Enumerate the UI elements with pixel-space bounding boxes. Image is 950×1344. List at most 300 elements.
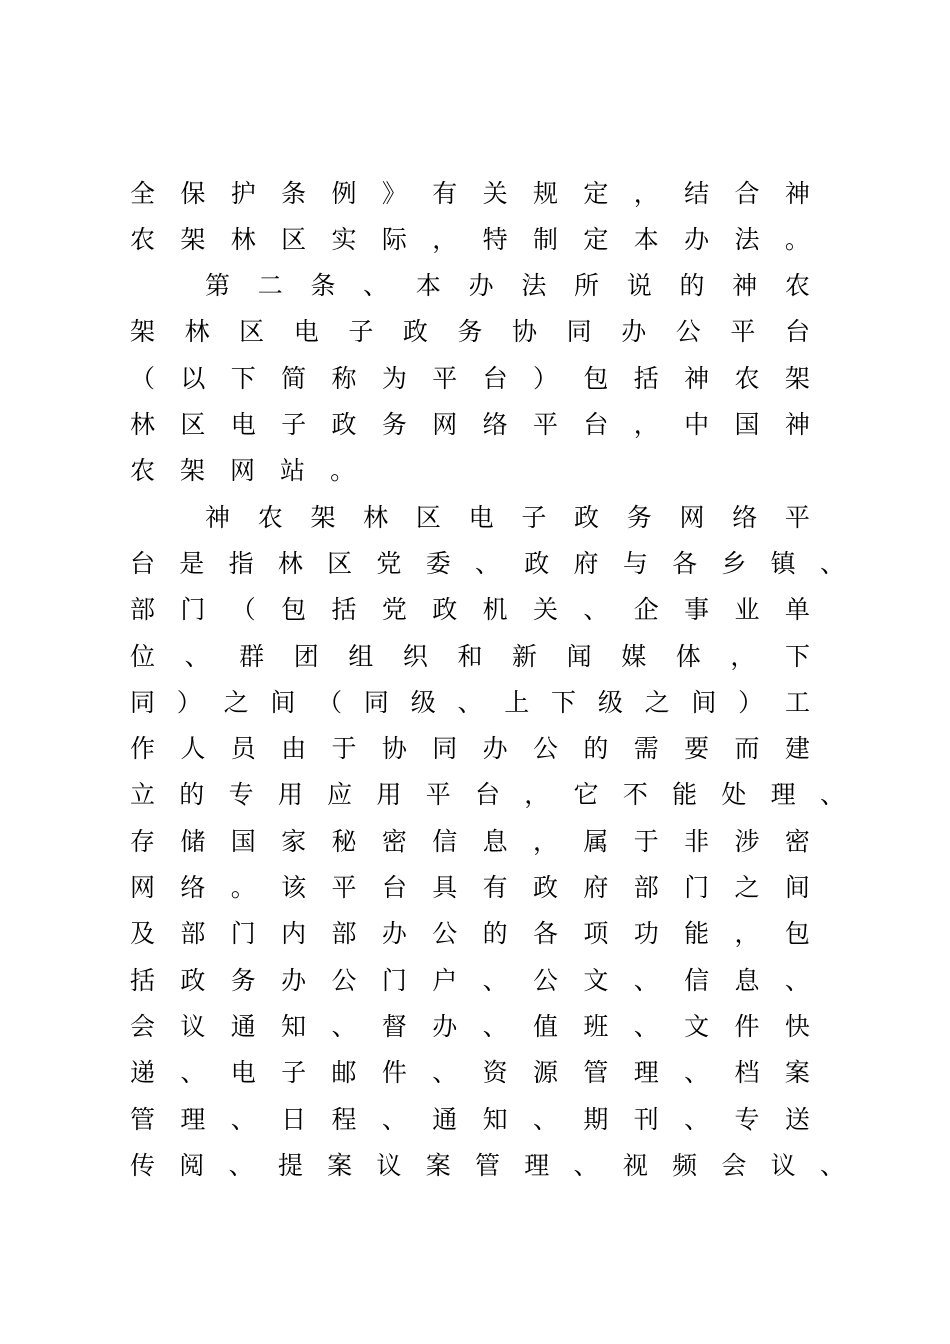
text-char: 期 [583, 1104, 609, 1134]
text-char: 委 [425, 548, 451, 578]
text-char: 神 [784, 178, 810, 208]
text-char: ， [633, 178, 659, 208]
text-line [130, 540, 845, 586]
text-char: 农 [130, 456, 156, 486]
text-char: 立 [130, 780, 156, 810]
text-char: 为 [381, 363, 407, 393]
text-char: 间 [784, 873, 810, 902]
text-char: 定 [583, 224, 609, 254]
text-char: 办 [468, 271, 494, 301]
text-char: 由 [281, 734, 307, 764]
text-char: 本 [633, 224, 659, 254]
text-char: 协 [512, 317, 538, 347]
text-char: 办 [281, 965, 307, 995]
text-char: ， [432, 224, 458, 254]
text-char: 括 [130, 965, 156, 995]
text-char: 务 [381, 410, 407, 439]
text-char: 业 [734, 595, 760, 625]
text-char: 区 [415, 502, 441, 532]
text-char: 区 [239, 317, 265, 347]
text-char: 括 [633, 363, 659, 393]
text-char: ， [734, 919, 760, 949]
text-char: 级 [597, 687, 623, 717]
text-char: 需 [633, 734, 659, 764]
text-char: 说 [626, 271, 652, 301]
text-char: ） [176, 687, 202, 717]
text-char: 神 [732, 271, 758, 301]
text-char: 包 [281, 595, 307, 625]
text-char: 各 [672, 548, 698, 578]
text-char: 有 [482, 873, 508, 902]
text-char: 、 [583, 595, 609, 625]
text-line [130, 170, 810, 216]
text-char: 公 [675, 317, 701, 347]
text-char: 、 [482, 965, 508, 995]
text-char: 、 [482, 1011, 508, 1041]
text-char: 织 [402, 641, 428, 671]
text-char: 于 [633, 826, 659, 856]
text-char: 息 [482, 826, 508, 856]
text-char: 用 [376, 780, 402, 810]
text-char: 快 [784, 1011, 810, 1041]
text-char: 公 [331, 965, 357, 995]
text-char: 架 [180, 456, 206, 486]
text-char: 门 [230, 919, 256, 949]
text-char: 办 [432, 1011, 458, 1041]
text-char: 区 [327, 548, 353, 578]
text-char: 络 [180, 873, 206, 902]
text-char: 于 [331, 734, 357, 764]
text-char: 平 [425, 780, 451, 810]
text-char: 架 [310, 502, 336, 532]
text-char: 通 [432, 1104, 458, 1134]
text-char: 林 [363, 502, 389, 532]
text-char: 功 [633, 919, 659, 949]
text-char: 所 [574, 271, 600, 301]
text-char: 门 [180, 595, 206, 625]
text-char: ， [633, 410, 659, 439]
text-line [130, 772, 845, 818]
text-char: 不 [622, 780, 648, 810]
text-char: 、 [533, 1104, 559, 1134]
text-char: 而 [734, 734, 760, 764]
text-char: 部 [633, 873, 659, 902]
text-char: 、 [684, 1104, 710, 1134]
text-char: 有 [432, 178, 458, 208]
text-char: 体 [675, 641, 701, 671]
text-char: 能 [672, 780, 698, 810]
text-char: 林 [230, 224, 256, 254]
text-char: 档 [734, 1058, 760, 1088]
text-char: 办 [621, 317, 647, 347]
text-char: 林 [184, 317, 210, 347]
text-char: 理 [633, 1058, 659, 1088]
text-char: 之 [734, 873, 760, 902]
text-char: 全 [130, 178, 156, 208]
text-line [130, 448, 810, 494]
text-char: 电 [230, 410, 256, 439]
text-char: 、 [180, 1058, 206, 1088]
text-char: 括 [331, 595, 357, 625]
text-char: 之 [223, 687, 249, 717]
text-char: 网 [230, 456, 256, 486]
text-char: 特 [482, 224, 508, 254]
text-char: 神 [205, 502, 231, 532]
text-char: 政 [524, 548, 550, 578]
text-char: 网 [130, 873, 156, 902]
text-char: 架 [784, 363, 810, 393]
text-char: 要 [684, 734, 710, 764]
text-char: 督 [381, 1011, 407, 1041]
text-line [130, 587, 810, 633]
text-char: 政 [574, 502, 600, 532]
text-char: 协 [381, 734, 407, 764]
text-line [130, 679, 810, 725]
text-char: 送 [784, 1104, 810, 1134]
text-char: 台 [784, 317, 810, 347]
text-char: 架 [180, 224, 206, 254]
text-char: 办 [381, 919, 407, 949]
text-line [130, 726, 810, 772]
text-line [130, 355, 810, 401]
text-char: 网 [679, 502, 705, 532]
text-char: 条 [310, 271, 336, 301]
text-char: 日 [281, 1104, 307, 1134]
text-char: 源 [533, 1058, 559, 1088]
text-char: 、 [363, 271, 389, 301]
text-char: 》 [381, 178, 407, 208]
text-char: 务 [230, 965, 256, 995]
text-char: 管 [583, 1058, 609, 1088]
text-char: 间 [691, 687, 717, 717]
text-char: 属 [583, 826, 609, 856]
text-char: 。 [230, 873, 256, 902]
text-char: 项 [583, 919, 609, 949]
text-line [205, 263, 810, 309]
text-char: 员 [230, 734, 256, 764]
text-char: 农 [257, 502, 283, 532]
text-char: 站 [280, 456, 306, 486]
text-char: 频 [672, 1150, 698, 1180]
text-char: ， [533, 826, 559, 856]
text-line [130, 1003, 810, 1049]
text-line [130, 1050, 810, 1096]
text-char: 理 [524, 1150, 550, 1180]
text-char: 信 [432, 826, 458, 856]
text-char: 的 [482, 919, 508, 949]
text-char: 、 [819, 548, 845, 578]
text-char: 公 [432, 919, 458, 949]
text-char: 。 [330, 456, 356, 486]
text-char: 政 [180, 965, 206, 995]
text-char: 国 [734, 410, 760, 439]
text-char: 、 [819, 780, 845, 810]
text-char: 具 [432, 873, 458, 902]
text-char: 会 [721, 1150, 747, 1180]
text-char: 和 [457, 641, 483, 671]
text-char: 包 [784, 919, 810, 949]
text-char: 作 [130, 734, 156, 764]
text-char: 各 [533, 919, 559, 949]
text-char: 络 [732, 502, 758, 532]
text-char: 涉 [734, 826, 760, 856]
text-char: 关 [533, 595, 559, 625]
text-char: 二 [257, 271, 283, 301]
text-char: 架 [130, 317, 156, 347]
text-char: 区 [281, 224, 307, 254]
text-char: 镇 [770, 548, 796, 578]
text-char: 专 [228, 780, 254, 810]
text-char: 提 [277, 1150, 303, 1180]
text-char: 、 [331, 1011, 357, 1041]
text-char: 知 [482, 1104, 508, 1134]
text-char: 本 [415, 271, 441, 301]
text-char: 该 [281, 873, 307, 902]
text-char: 息 [734, 965, 760, 995]
text-char: 它 [573, 780, 599, 810]
text-char: 部 [130, 595, 156, 625]
text-char: 上 [504, 687, 530, 717]
text-char: 台 [381, 873, 407, 902]
text-char: 第 [205, 271, 231, 301]
text-char: 简 [281, 363, 307, 393]
text-char: 能 [684, 919, 710, 949]
text-char: 林 [277, 548, 303, 578]
text-char: 结 [684, 178, 710, 208]
text-char: 文 [684, 1011, 710, 1041]
text-line [130, 1142, 845, 1188]
text-char: 公 [533, 734, 559, 764]
text-char: 平 [730, 317, 756, 347]
text-char: 电 [293, 317, 319, 347]
text-char: 议 [770, 1150, 796, 1180]
text-char: 平 [533, 410, 559, 439]
text-char: 乡 [721, 548, 747, 578]
text-char: 团 [293, 641, 319, 671]
text-char: 同 [130, 687, 156, 717]
text-line [130, 865, 810, 911]
text-char: 信 [684, 965, 710, 995]
text-char: 会 [130, 1011, 156, 1041]
text-char: 府 [583, 873, 609, 902]
text-char: 级 [410, 687, 436, 717]
text-char: 建 [784, 734, 810, 764]
text-char: 网 [432, 410, 458, 439]
text-char: 秘 [331, 826, 357, 856]
text-char: ， [524, 780, 550, 810]
text-char: 的 [179, 780, 205, 810]
text-char: 神 [684, 363, 710, 393]
text-char: 、 [633, 1011, 659, 1041]
text-char: 企 [633, 595, 659, 625]
text-char: 指 [228, 548, 254, 578]
text-char: 农 [734, 363, 760, 393]
text-char: 电 [230, 1058, 256, 1088]
text-line [130, 911, 810, 957]
text-char: 子 [281, 410, 307, 439]
text-char: 法 [734, 224, 760, 254]
text-char: 理 [770, 780, 796, 810]
text-char: 以 [180, 363, 206, 393]
text-char: 农 [784, 271, 810, 301]
text-char: 、 [184, 641, 210, 671]
text-char: 下 [551, 687, 577, 717]
text-char: 平 [784, 502, 810, 532]
text-char: 农 [130, 224, 156, 254]
text-char: 值 [533, 1011, 559, 1041]
text-char: 密 [784, 826, 810, 856]
text-char: 是 [179, 548, 205, 578]
text-char: 组 [348, 641, 374, 671]
text-char: 门 [381, 965, 407, 995]
text-char: 际 [381, 224, 407, 254]
text-char: 办 [684, 224, 710, 254]
text-char: 程 [331, 1104, 357, 1134]
text-char: 处 [721, 780, 747, 810]
text-char: 称 [331, 363, 357, 393]
text-char: 电 [468, 502, 494, 532]
text-char: 台 [482, 363, 508, 393]
text-char: 、 [228, 1150, 254, 1180]
text-char: 神 [784, 410, 810, 439]
text-char: 、 [573, 1150, 599, 1180]
text-char: 、 [784, 965, 810, 995]
text-char: 制 [533, 224, 559, 254]
text-char: 、 [381, 1104, 407, 1134]
text-char: 府 [573, 548, 599, 578]
text-char: 子 [281, 1058, 307, 1088]
text-line [130, 309, 810, 355]
text-char: 条 [281, 178, 307, 208]
text-char: 子 [521, 502, 547, 532]
text-line [130, 957, 810, 1003]
text-char: 子 [348, 317, 374, 347]
text-char: 络 [482, 410, 508, 439]
text-char: 。 [784, 224, 810, 254]
text-char: 储 [180, 826, 206, 856]
text-char: 闻 [566, 641, 592, 671]
text-char: 办 [482, 734, 508, 764]
text-char: 人 [180, 734, 206, 764]
text-char: 务 [626, 502, 652, 532]
text-char: 专 [734, 1104, 760, 1134]
text-char: 例 [331, 178, 357, 208]
text-char: 、 [230, 1104, 256, 1134]
text-char: 林 [130, 410, 156, 439]
text-char: 、 [432, 1058, 458, 1088]
text-char: 件 [734, 1011, 760, 1041]
text-char: 中 [684, 410, 710, 439]
text-char: 刊 [633, 1104, 659, 1134]
text-char: 公 [533, 965, 559, 995]
text-char: ） [738, 687, 764, 717]
text-char: 位 [130, 641, 156, 671]
text-char: 门 [684, 873, 710, 902]
text-char: 平 [331, 873, 357, 902]
text-char: 案 [784, 1058, 810, 1088]
text-char: 部 [180, 919, 206, 949]
text-char: 户 [432, 965, 458, 995]
text-char: 下 [784, 641, 810, 671]
text-char: 机 [482, 595, 508, 625]
text-char: 的 [679, 271, 705, 301]
text-char: 视 [622, 1150, 648, 1180]
text-char: 家 [281, 826, 307, 856]
text-char: 规 [533, 178, 559, 208]
text-char: 平 [432, 363, 458, 393]
text-char: 、 [474, 548, 500, 578]
text-char: 班 [583, 1011, 609, 1041]
text-char: 文 [583, 965, 609, 995]
text-char: 与 [622, 548, 648, 578]
text-char: ） [533, 363, 559, 393]
text-char: 新 [512, 641, 538, 671]
text-char: 国 [230, 826, 256, 856]
text-char: 同 [566, 317, 592, 347]
text-char: 案 [327, 1150, 353, 1180]
text-char: 通 [230, 1011, 256, 1041]
text-char: 单 [784, 595, 810, 625]
text-char: 政 [533, 873, 559, 902]
text-char: 政 [331, 410, 357, 439]
text-char: 、 [684, 1058, 710, 1088]
text-char: 法 [521, 271, 547, 301]
text-char: 媒 [621, 641, 647, 671]
text-char: 案 [425, 1150, 451, 1180]
text-line [130, 402, 810, 448]
text-char: 递 [130, 1058, 156, 1088]
text-char: 非 [684, 826, 710, 856]
text-char: 台 [583, 410, 609, 439]
text-char: 间 [270, 687, 296, 717]
text-char: 护 [230, 178, 256, 208]
text-char: 包 [583, 363, 609, 393]
text-char: （ [230, 595, 256, 625]
text-char: 、 [633, 965, 659, 995]
text-line [130, 633, 810, 679]
text-char: 存 [130, 826, 156, 856]
text-char: 知 [281, 1011, 307, 1041]
text-char: 邮 [331, 1058, 357, 1088]
text-char: 的 [583, 734, 609, 764]
text-char: 党 [381, 595, 407, 625]
text-char: 同 [432, 734, 458, 764]
text-line [130, 818, 810, 864]
text-char: 议 [180, 1011, 206, 1041]
text-char: 保 [180, 178, 206, 208]
text-char: 件 [381, 1058, 407, 1088]
text-char: 实 [331, 224, 357, 254]
text-char: 区 [180, 410, 206, 439]
text-char: 定 [583, 178, 609, 208]
text-char: 台 [474, 780, 500, 810]
text-char: 用 [277, 780, 303, 810]
text-char: 下 [230, 363, 256, 393]
text-char: 密 [381, 826, 407, 856]
text-char: 、 [457, 687, 483, 717]
text-char: 政 [402, 317, 428, 347]
text-char: 之 [644, 687, 670, 717]
text-char: 议 [376, 1150, 402, 1180]
text-char: 合 [734, 178, 760, 208]
text-char: 部 [331, 919, 357, 949]
text-char: 及 [130, 919, 156, 949]
text-char: 管 [130, 1104, 156, 1134]
text-char: 务 [457, 317, 483, 347]
text-char: （ [317, 687, 343, 717]
text-char: 应 [327, 780, 353, 810]
text-char: 传 [130, 1150, 156, 1180]
